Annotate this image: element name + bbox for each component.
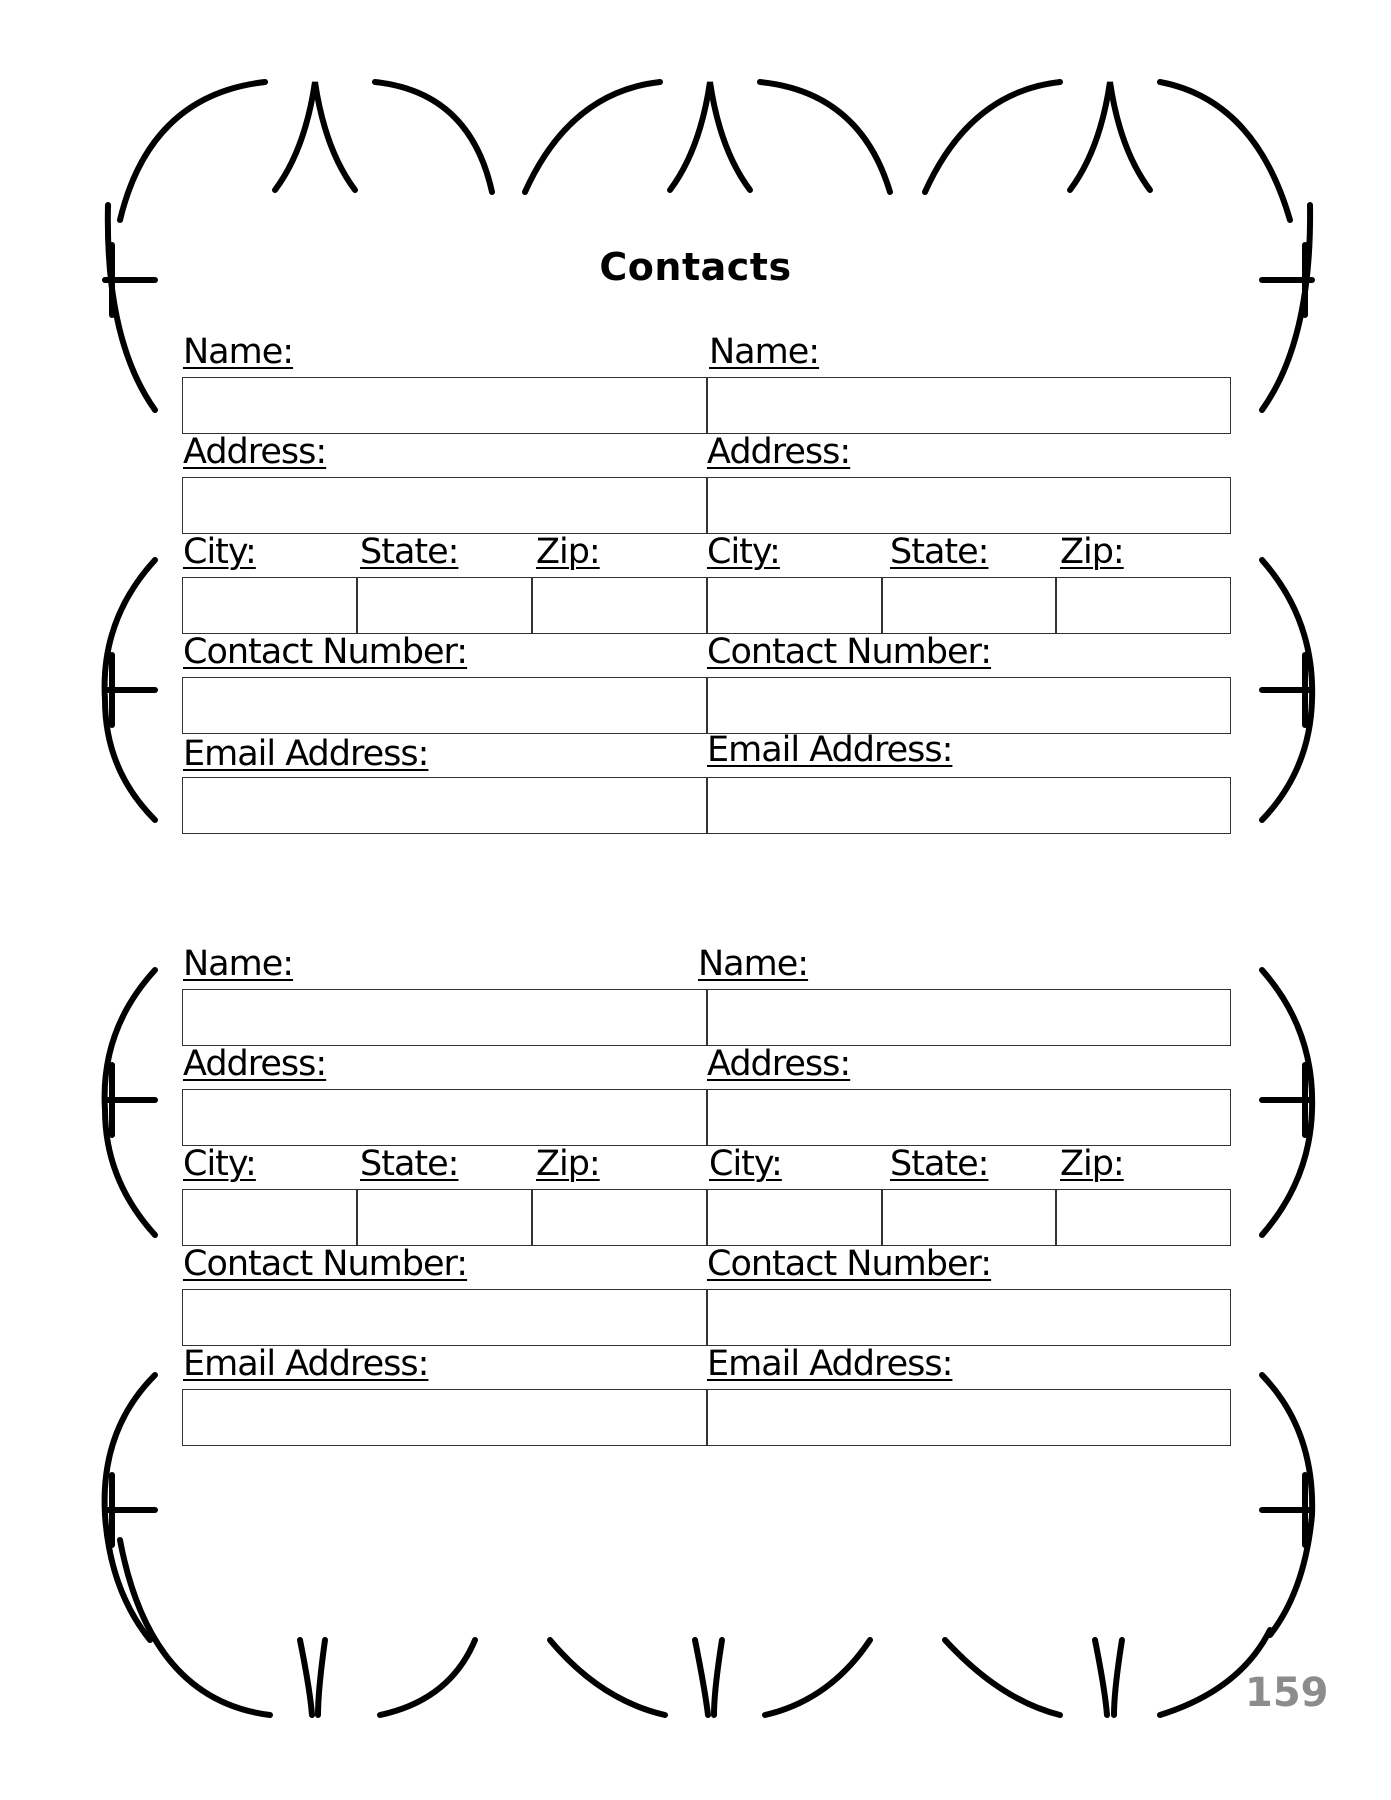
email-label: Email Address:	[707, 730, 953, 770]
zip-field[interactable]	[1055, 1189, 1231, 1246]
name-label: Name:	[183, 332, 294, 372]
state-label: State:	[890, 1144, 989, 1184]
name-field[interactable]	[706, 989, 1231, 1046]
state-field[interactable]	[356, 577, 533, 634]
top-spike-3	[1070, 82, 1150, 190]
name-field[interactable]	[182, 377, 708, 434]
address-field[interactable]	[182, 1089, 708, 1146]
contact-number-label: Contact Number:	[183, 1244, 468, 1284]
address-label: Address:	[707, 432, 851, 472]
contact-number-label: Contact Number:	[707, 632, 992, 672]
zip-field[interactable]	[1055, 577, 1231, 634]
contact-number-field[interactable]	[182, 1289, 708, 1346]
top-spike-1	[275, 82, 355, 190]
zip-label: Zip:	[536, 1144, 600, 1184]
email-label: Email Address:	[707, 1344, 953, 1384]
contact-number-field[interactable]	[182, 677, 708, 734]
zip-label: Zip:	[536, 532, 600, 572]
bottom-spike-2	[695, 1640, 722, 1715]
city-field[interactable]	[182, 1189, 358, 1246]
state-field[interactable]	[881, 1189, 1057, 1246]
left-tick-4	[105, 1475, 155, 1545]
contact-number-field[interactable]	[706, 1289, 1231, 1346]
name-label: Name:	[183, 944, 294, 984]
left-tick-3	[105, 1065, 155, 1135]
zip-field[interactable]	[531, 577, 708, 634]
address-label: Address:	[183, 432, 327, 472]
name-label: Name:	[698, 944, 809, 984]
name-label: Name:	[709, 332, 820, 372]
city-label: City:	[709, 1144, 782, 1184]
address-label: Address:	[183, 1044, 327, 1084]
email-field[interactable]	[706, 1389, 1231, 1446]
email-field[interactable]	[706, 777, 1231, 834]
contact-number-label: Contact Number:	[183, 632, 468, 672]
state-label: State:	[360, 1144, 459, 1184]
page-title: Contacts	[599, 245, 792, 289]
city-field[interactable]	[706, 1189, 883, 1246]
bottom-arc-1	[120, 1540, 475, 1715]
email-label: Email Address:	[183, 1344, 429, 1384]
right-tick-3	[1262, 1065, 1312, 1135]
contact-number-field[interactable]	[706, 677, 1231, 734]
zip-label: Zip:	[1060, 1144, 1124, 1184]
city-label: City:	[707, 532, 780, 572]
right-tick-4	[1262, 1475, 1312, 1545]
contact-number-label: Contact Number:	[707, 1244, 992, 1284]
state-label: State:	[360, 532, 459, 572]
state-field[interactable]	[356, 1189, 533, 1246]
city-label: City:	[183, 532, 256, 572]
city-field[interactable]	[706, 577, 883, 634]
address-field[interactable]	[182, 477, 708, 534]
bottom-spike-3	[1095, 1640, 1122, 1715]
top-spike-2	[670, 82, 750, 190]
left-tick-2	[105, 655, 155, 725]
bottom-spike-1	[300, 1640, 325, 1715]
city-label: City:	[183, 1144, 256, 1184]
email-field[interactable]	[182, 1389, 708, 1446]
page-number: 159	[1245, 1670, 1329, 1716]
address-field[interactable]	[706, 477, 1231, 534]
top-arc-1	[120, 82, 492, 220]
address-field[interactable]	[706, 1089, 1231, 1146]
state-field[interactable]	[881, 577, 1057, 634]
zip-label: Zip:	[1060, 532, 1124, 572]
bottom-arc-2	[550, 1640, 870, 1715]
state-label: State:	[890, 532, 989, 572]
city-field[interactable]	[182, 577, 358, 634]
email-label: Email Address:	[183, 734, 429, 774]
email-field[interactable]	[182, 777, 708, 834]
right-tick-2	[1262, 655, 1312, 725]
name-field[interactable]	[182, 989, 708, 1046]
zip-field[interactable]	[531, 1189, 708, 1246]
address-label: Address:	[707, 1044, 851, 1084]
name-field[interactable]	[706, 377, 1231, 434]
